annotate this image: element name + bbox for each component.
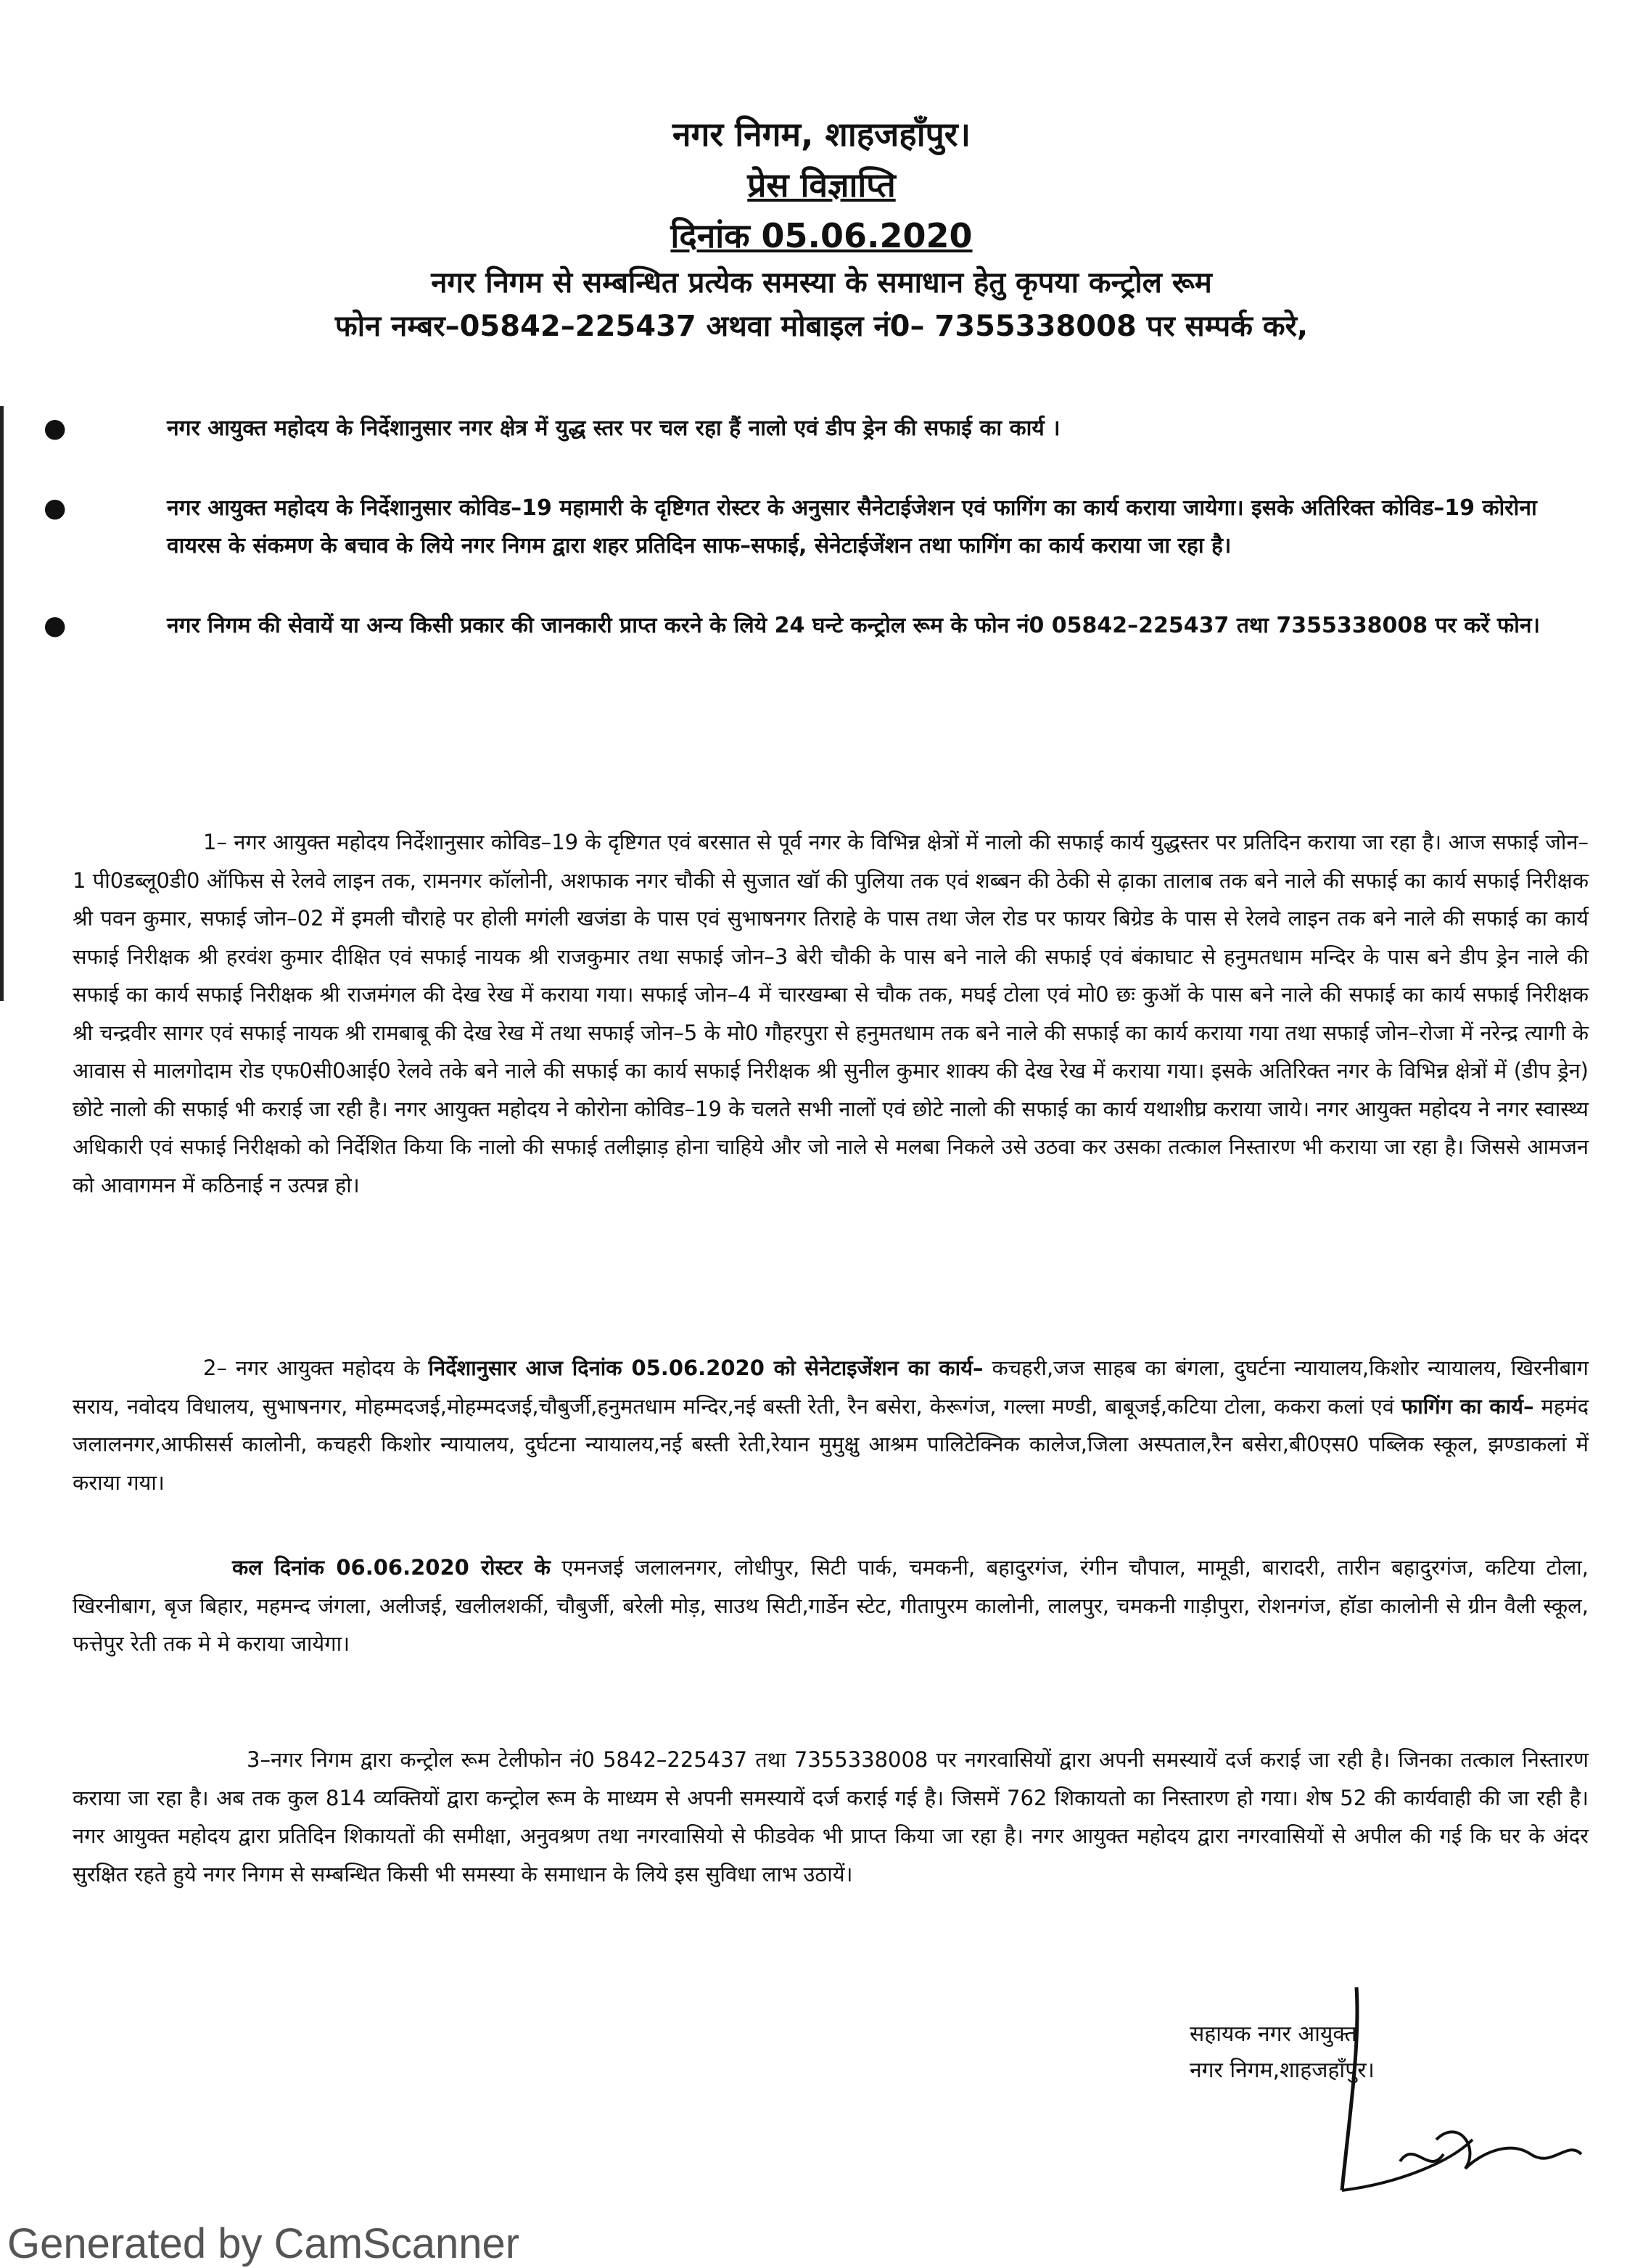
sanitization-heading: निर्देशानुसार आज दिनांक 05.06.2020 को सेनेटाइजेंशन का कार्य–	[428, 1356, 984, 1380]
bullet-item	[44, 410, 1589, 448]
scanner-watermark: Generated by CamScanner	[7, 2220, 520, 2267]
paragraph-text: 1– नगर आयुक्त महोदय निर्देशानुसार कोविड–19 के दृष्टिगत एवं बरसात से पूर्व नगर के विभिन्न क्षेत्रों में नालो की सफाई कार्य युद्धस्तर पर प्रतिदिन कराया जा रहा है। आज सफाई जोन–1 पी0डब्लू0डी0 ऑफिस से रेलवे लाइन तक, रामनगर कॉलोनी, अशफाक नगर चौकी से सुजात खॉ की पुलिया तक एवं शब्बन की ठेकी से ढ़ाका तालाब तक बने नाले की सफाई का कार्य सफाई निरीक्षक श्री पवन कुमार, सफाई जोन–02 में इमली चौराहे पर होली मगंली खजंडा के पास एवं सुभाषनगर तिराहे के पास तथा जेल रोड पर फायर बिग्रेड के पास से रेलवे लाइन तक बने नाले की सफाई का कार्य सफाई निरीक्षक श्री हरवंश कुमार दीक्षित एवं सफाई नायक श्री राजकुमार तथा सफाई जोन–3 बेरी चौकी के पास बने नाले की सफाई एवं बंकाघाट से हनुमतधाम मन्दिर के पास बने डीप ड्रेन नाले की सफाई का कार्य सफाई निरीक्षक श्री राजमंगल की देख रेख में कराया गया। सफाई जोन–4 में चारखम्बा से चौक तक, मघई टोला एवं मो0 छः कुऑ के पास बने नाले की सफाई का कार्य सफाई निरीक्षक श्री चन्द्रवीर सागर एवं सफाई नायक श्री रामबाबू की देख रेख में तथा सफाई जोन–5 के मो0 गौहरपुरा से हनुमतधाम तक बने नाले की सफाई का कार्य कराया गया तथा सफाई जोन–रोजा में नरेन्द्र त्यागी के आवास से मालगोदाम रोड एफ0सी0आई0 रेलवे तके बने नाले की सफाई का कार्य सफाई निरीक्षक श्री सुनील कुमार शाक्य की देख रेख में कराया गया। इसके अतिरिक्त नगर के विभिन्न क्षेत्रों में (डीप ड्रेन) छोटे नालो की सफाई भी कराई जा रही है। नगर आयुक्त महोदय ने कोरोना कोविड–19 के चलते सभी नालों एवं छोटे नालो की सफाई का कार्य यथाशीघ्र कराया जाये। नगर आयुक्त महोदय ने नगर स्वास्थ्य अधिकारी एवं सफाई निरीक्षको को निर्देशित किया कि नालो की सफाई तलीझाड़ होना चाहिये और जो नाले से मलबा निकले उसे उठवा कर उसका तत्काल निस्तारण भी कराया जा रहा है। जिससे आमजन को आवागमन में कठिनाई न उत्पन्न हो।	[73, 830, 1589, 1197]
fogging-locations: महमंद जलालनगर,आफीसर्स कालोनी, कचहरी किशोर न्यायालय, दुर्घटना न्यायालय,नई बस्ती रेती,रेयान मुमुक्षु आश्रम पालिटेक्निक कालेज,जिला अस्पताल,रैन बसेरा,बी0एस0 पब्लिक स्कूल, झण्डाकलां में कराया गया।	[73, 1393, 1589, 1495]
org-title: नगर निगम, शाहजहाँपुर।	[672, 115, 971, 154]
scan-edge-shadow	[0, 406, 4, 1001]
signatory-office: नगर निगम,शाहजहाँपुर।	[1190, 2058, 1375, 2083]
fogging-heading: फागिंग का कार्य–	[1401, 1393, 1534, 1419]
document-header	[0, 109, 1643, 348]
signatory-designation: सहायक नगर आयुक्त	[1190, 2021, 1357, 2047]
contact-line-2: फोन नम्बर–05842–225437 अथवा मोबाइल नं0– 7355338008 पर सम्पर्क करे,	[334, 310, 1309, 343]
roster-locations: एमनजई जलालनगर, लोधीपुर, सिटी पार्क, चमकनी, बहादुरगंज, रंगीन चौपाल, मामूडी, बारादरी, तारीन बहादुरगंज, कटिया टोला, खिरनीबाग, बृज बिहार, महमन्द जंगला, अलीजई, खलीलशर्की, चौबुर्जी, बरेली मोड़, साउथ सिटी,गार्डेन स्टेट, गीतापुरम कालोनी, लालपुर, चमकनी गाड़ीपुरा, रोशनगंज, हॉडा कालोनी से ग्रीन वैली स्कूल, फत्तेपुर रेती तक मे मे कराया जायेगा।	[73, 1555, 1589, 1656]
bullet-dot-icon: ●	[44, 611, 67, 640]
bullet-item	[44, 490, 1589, 565]
handwritten-signature-icon	[1291, 1973, 1596, 2212]
paragraph-text: 3–नगर निगम द्वारा कन्ट्रोल रूम टेलीफोन नं0 5842–225437 तथा 7355338008 पर नगरवासियों द्वारा अपनी समस्यायें दर्ज कराई जा रही है। जिनका तत्काल निस्तारण कराया जा रहा है। अब तक कुल 814 व्यक्तियों द्वारा कन्ट्रोल रूम के माध्यम से अपनी समस्यायें दर्ज कराई गई है। जिसमें 762 शिकायतो का निस्तारण हो गया। शेष 52 की कार्यवाही की जा रही है। नगर आयुक्त महोदय द्वारा प्रतिदिन शिकायतों की समीक्षा, अनुवश्रण तथा नगरवासियो से फीडवेक भी प्राप्त किया जा रहा है। नगर आयुक्त महोदय द्वारा नगरवासियों से अपील की गई कि घर के अंदर सुरक्षित रहते हुये नगर निगम से सम्बन्धित किसी भी समस्या के समाधान के लिये इस सुविधा लाभ उठायें।	[73, 1747, 1589, 1886]
bullet-list	[44, 410, 1589, 687]
signature-block	[1190, 2016, 1596, 2089]
sanitization-locations: कचहरी,जज साहब का बंगला, दुघर्टना न्यायालय,किशोर न्यायालय, खिरनीबाग सराय, नवोदय विधालय, सुभाषनगर, मोहम्मदजई,मोहम्मदजई,चौबुर्जी,हनुमतधाम मन्दिर,नई बस्ती रेती, रैन बसेरा, केरूगंज, गल्ला मण्डी, बाबूजई,कटिया टोला, ककरा कलां एवं	[73, 1356, 1589, 1419]
roster-heading: कल दिनांक 06.06.2020 रोस्टर के	[232, 1555, 551, 1580]
bullet-dot-icon: ●	[44, 413, 67, 443]
paragraph-sanitization	[73, 1349, 1589, 1501]
bullet-text: नगर निगम की सेवायें या अन्य किसी प्रकार की जानकारी प्राप्त करने के लिये 24 घन्टे कन्ट्रोल रूम के फोन नं0 05842–225437 तथा 7355338008 पर करें फोन।	[167, 613, 1540, 638]
press-release-heading: प्रेस विज्ञाप्ति	[747, 165, 896, 205]
paragraph-drain-cleaning	[73, 823, 1589, 1204]
bullet-text: नगर आयुक्त महोदय के निर्देशानुसार कोविड–19 महामारी के दृष्टिगत रोस्टर के अनुसार सैनेटाईजेशन एवं फागिंग का कार्य कराया जायेगा। इसके अतिरिक्त कोविड–19 कोरोना वायरस के संकमण के बचाव के लिये नगर निगम द्वारा शहर प्रतिदिन साफ–सफाई, सेनेटाईजेंशन तथा फागिंग का कार्य कराया जा रहा है।	[167, 495, 1537, 558]
release-date: दिनांक 05.06.2020	[670, 216, 973, 255]
bullet-text: नगर आयुक्त महोदय के निर्देशानुसार नगर क्षेत्र में युद्ध स्तर पर चल रहा हैं नालो एवं डीप ड्रेन की सफाई का कार्य ।	[167, 416, 1061, 441]
bullet-dot-icon: ●	[44, 493, 67, 523]
contact-line-1: नगर निगम से सम्बन्धित प्रत्येक समस्या के समाधान हेतु कृपया कन्ट्रोल रूम	[431, 266, 1212, 300]
bullet-item	[44, 607, 1589, 645]
paragraph-prefix: 2– नगर आयुक्त महोदय के	[203, 1356, 429, 1380]
paragraph-roster	[73, 1549, 1589, 1663]
paragraph-control-room	[73, 1741, 1589, 1893]
